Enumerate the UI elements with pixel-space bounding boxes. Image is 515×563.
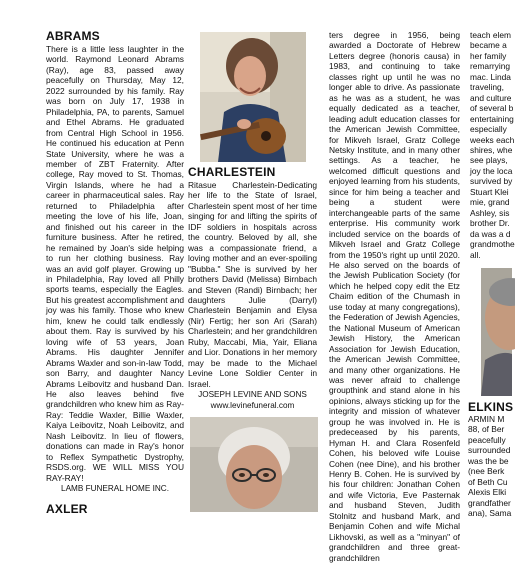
right-fragment-line: especially	[470, 124, 507, 135]
elkins-line: grandfather	[468, 497, 511, 508]
right-fragment-line: Ashley, sis	[470, 207, 510, 218]
right-fragment-line: teach elem	[470, 30, 511, 40]
right-fragment-line: traveling,	[470, 82, 504, 93]
right-fragment-line: see plays,	[470, 155, 508, 166]
middle-continued-column	[329, 0, 460, 563]
elkins-column	[468, 400, 514, 519]
elkins-line: (nee Berk	[468, 466, 505, 477]
right-fragment-line: all.	[470, 249, 481, 260]
elkins-line: ARMIN M	[468, 414, 505, 424]
right-fragment-line: of several b	[470, 103, 514, 114]
elkins-line: ana), Sama	[468, 508, 512, 519]
abrams-column	[46, 0, 184, 516]
right-fragment-line: became a	[470, 40, 507, 51]
glasses-woman-image	[190, 417, 318, 512]
elkins-line: of Beth Cu	[468, 476, 508, 487]
elkins-line: 88, of Ber	[468, 424, 505, 435]
charlestein-credit-url: www.levinefuneral.com	[210, 400, 295, 410]
right-fragment-line: Stuart Klei	[470, 186, 509, 197]
photo-woman-with-guitar	[200, 32, 306, 162]
right-fragment-line: entertaining	[470, 113, 514, 124]
abrams-heading: ABRAMS	[46, 29, 100, 43]
right-fragment-lines	[470, 30, 515, 260]
right-fragment-line: and culture	[470, 92, 512, 103]
charlestein-credit-name: JOSEPH LEVINE AND SONS	[198, 390, 307, 400]
elkins-line: was the be	[468, 455, 509, 466]
right-fragment-line: grandmothe	[470, 239, 515, 250]
right-fragment-line: mac. Linda	[470, 71, 511, 82]
right-fragment-line: weeks each	[470, 134, 515, 145]
right-fragment-line: brother Dr.	[470, 218, 510, 229]
abrams-body: There is a little less laughter in the world. Raymond Leonard Abrams (Ray), age 83, passed away peacefully on Thursday, May 12, 2022 surrounded by his family. Ray was born on July 17, 1938 in Philadelphia, PA, to parents, Samuel and Ethel Abrams. He graduated from Central High School in 1956. He continued his education at Penn State University, where he was a member of ZBT Fraternity. After college, Ray moved to St. Thomas, Virgin Islands, where he had a career in pharmaceutical sales. Ray returned to Philadelphia after meeting the love of his life, Joan, and finished out his career in the furniture business. After he retired, he remained by Joan's side helping to run her clothing business. Ray was an avid golf player. Growing up in Philadelphia, Ray loved all Philly sports teams, especially the Eagles. But his greatest accomplishment and joy was his family. Those who knew him, knew he could talk endlessly about them. Ray is survived by his loving wife of 53 years, Joan Abrams. His daughter Jennifer Abrams Waxler and son-in-law Todd, son Barry, and daughter Nancy Abrams Leibovitz and husband Dan. He also leaves behind five grandchildren who knew him as Ray-Ray: Teddie Waxler, Billie Waxler, Kaiya Leibovitz, Noah Leibovitz, and Nash Leibovitz. In lieu of flowers, donations can made in Ray's honor to Reflex Sympathetic Dystrophy, RSDS.org. WE WILL MISS YOU RAY-RAY!	[46, 44, 184, 483]
elkins-line: surrounded	[468, 445, 511, 456]
right-fragment-line: remarrying	[470, 61, 511, 72]
man-partial-image	[481, 268, 512, 396]
charlestein-column	[188, 166, 317, 411]
photo-woman-with-glasses	[190, 417, 318, 512]
guitar-woman-image	[200, 32, 306, 162]
middle-continued-body: ters degree in 1956, being awarded a Doctorate of Hebrew Letters degree (honoris causa) in 1983, and continuing to take classes right up until he was no longer able to drive. As passionate as he was as a student, he was equally dedicated as a teacher, leading adult education classes for the American Jewish Committee, for Mikveh Israel, Gratz College Netsky Institute, and in many other settings. As a teacher, he welcomed difficult questions and enjoyed learning from his students, since for him being a teacher and being a student were interchangeable parts of the same enterprise. His community work included service on the boards of Mikveh Israel and Gratz College from the 1950's right up until 2020. He also served on the boards of the Jewish Publication Society (for which he helped copy edit the Etz Chaim edition of the Chumash in use today at many congregations), the Federation of Jewish Agencies, the National Museum of American Jewish History, the American Association for Jewish Education, the American Jewish Committee, and many other organizations. He was never afraid to challenge groupthink and stand alone in his opinions, always sticking up for the integrity and mission of whatever group he was involved in. He is predeceased by his parents, Hyman H. and Clara Rosenfeld Cohen, his beloved wife Louise Cohen (nee Dine), and his brother Henry B. Cohen. He is survived by his four children: Jonathan Cohen and wife Victoria, Eve Pasternak and husband Steven, Judith Stolnitz and husband Mark, and Benjamin Cohen and wife Michal Likhovski, as well as a "minyan" of grandchildren and three great-grandchildren	[329, 30, 460, 563]
right-fragment-line: shires, whe	[470, 144, 513, 155]
axler-heading: AXLER	[46, 502, 88, 517]
elkins-line: peacefully	[468, 434, 506, 445]
elkins-heading: ELKINS	[468, 400, 514, 414]
right-fragment-line: survived by	[470, 176, 513, 187]
elkins-lines	[468, 414, 512, 519]
right-fragment-line: her family	[470, 50, 507, 61]
charlestein-body: Ritasue Charlestein-Dedicating her life to the State of Israel, Charlestein spent most of her time singing for and lifting the spirits of IDF soldiers in hospitals across the country. Beloved by all, she was a compassionate friend, a loving mother and an ever-spoiling "Bubba." She is survived by her brothers David (Melissa) Birnbach and Steven (Randi) Birnbach; her daughters Julie (Darryl) Charlestein Benjamin and Elysa (Nir) Fertig; her son Ari (Sarah) Charlestein; and her grandchildren Ruby, Maccabi, Mia, Yair, Eliana and Lior. Donations in her memory may be made to the Michael Levine Lone Soldier Center in Israel.	[188, 180, 317, 389]
right-fragment-line: joy the loca	[470, 165, 513, 176]
photo-man-partial	[481, 268, 512, 396]
right-fragment-line: mie, grand	[470, 197, 510, 208]
charlestein-heading: CHARLESTEIN	[188, 165, 276, 179]
elkins-line: Alexis Elki	[468, 487, 507, 498]
right-fragment-column	[470, 0, 515, 265]
right-fragment-line: da was a d	[470, 228, 511, 239]
abrams-credit: LAMB FUNERAL HOME INC.	[61, 484, 169, 494]
